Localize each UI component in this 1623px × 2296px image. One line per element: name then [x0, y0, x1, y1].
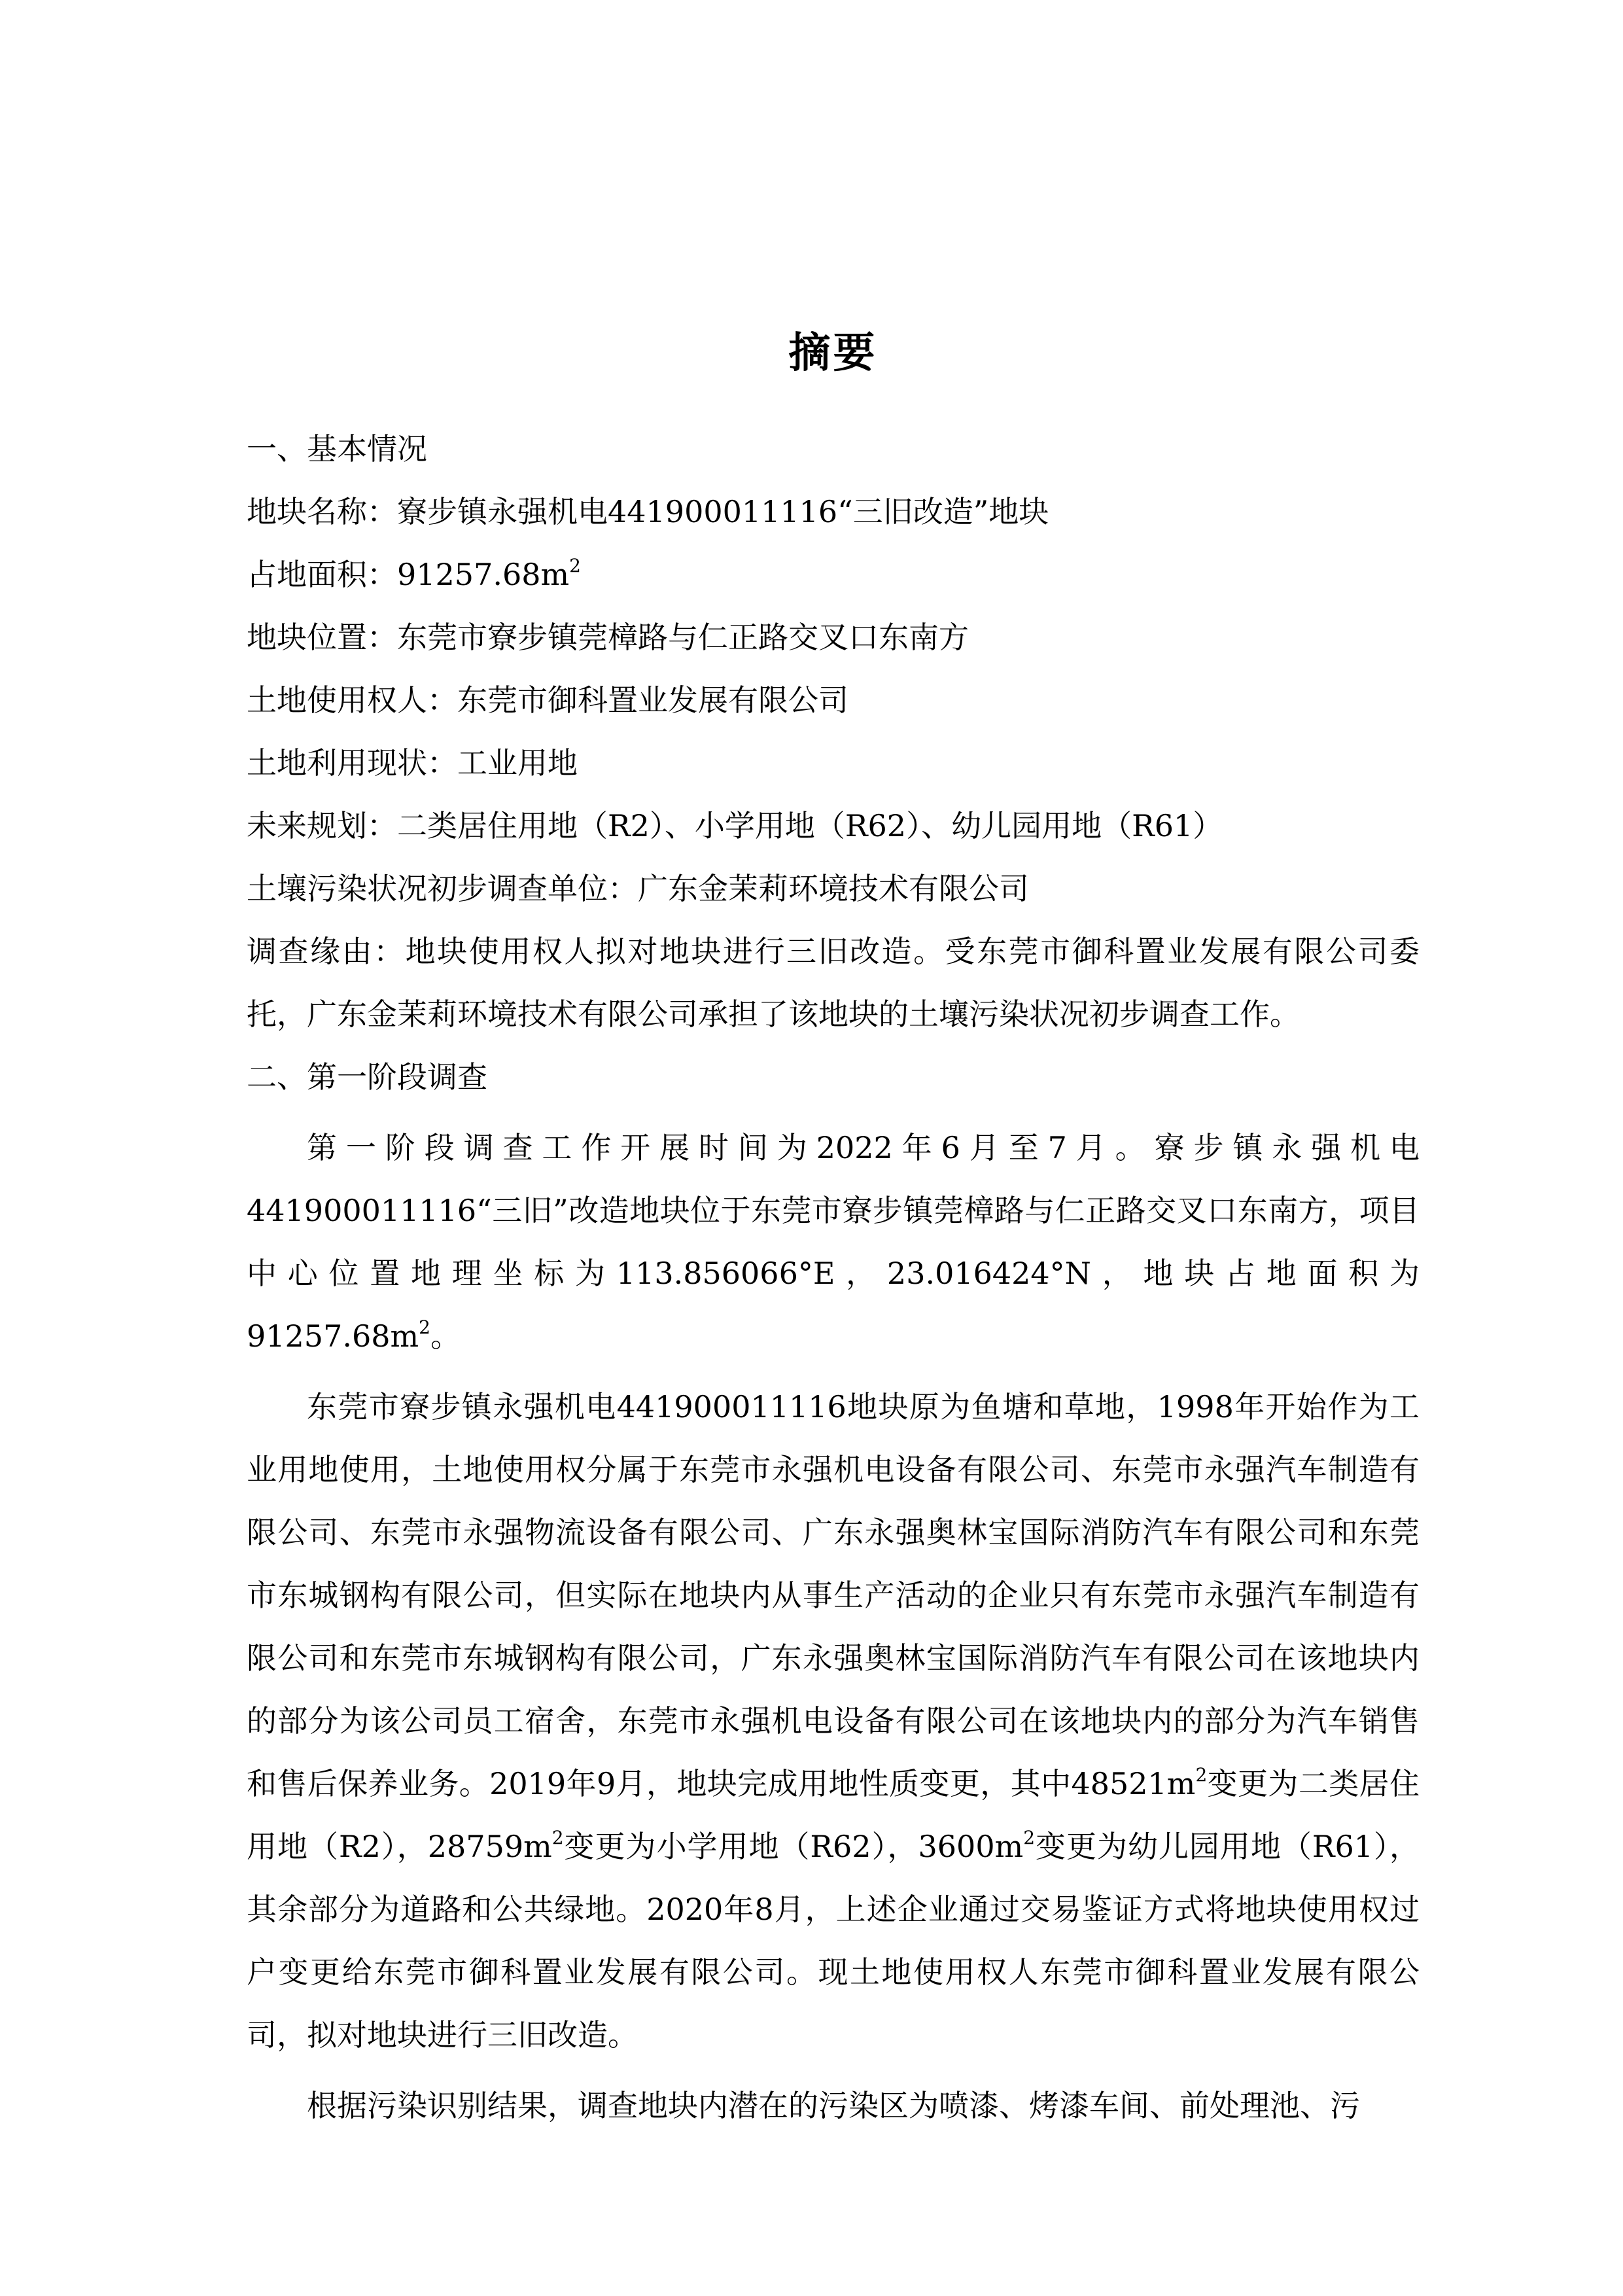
document-page	[247, 321, 1420, 2137]
p2-superscript-3: 2	[1023, 1826, 1036, 1848]
investigator-line: 土壤污染状况初步调查单位：广东金茉莉环境技术有限公司	[247, 871, 1029, 906]
land-status-line: 土地利用现状：工业用地	[247, 745, 578, 781]
p1-text-b: 。	[430, 1318, 461, 1354]
section-heading-basic-info: 一、基本情况	[247, 431, 427, 467]
reason-paragraph: 调查缘由：地块使用权人拟对地块进行三旧改造。受东莞市御科置业发展有限公司委托，广东金茉莉环境技术有限公司承担了该地块的土壤污染状况初步调查工作。	[247, 934, 1420, 1032]
p2-text-c: 变更为小学用地（R62），3600m	[563, 1829, 1024, 1864]
p2-text-d: 变更为幼儿园用地（R61），其余部分为道路和公共绿地。2020年8月，上述企业通过交易鉴证方式将地块使用权过户变更给东莞市御科置业发展有限公司。现土地使用权人东莞市御科置业发展有限公司，拟对地块进行三旧改造。	[247, 1829, 1420, 2053]
p1-text-a: 第一阶段调查工作开展时间为2022年6月至7月。寮步镇永强机电441900011116“三旧”改造地块位于东莞市寮步镇莞樟路与仁正路交叉口东南方，项目中心位置地理坐标为113.856066°E，23.016424°N，地块占地面积为91257.68m	[247, 1130, 1420, 1354]
phase-one-paragraph-1	[247, 1116, 1420, 1368]
plot-name-line: 地块名称：寮步镇永强机电441900011116“三旧改造”地块	[247, 494, 1049, 529]
p2-text-a: 东莞市寮步镇永强机电441900011116地块原为鱼塘和草地，1998年开始作为工业用地使用，土地使用权分属于东莞市永强机电设备有限公司、东莞市永强汽车制造有限公司、东莞市永强物流设备有限公司、广东永强奥林宝国际消防汽车有限公司和东莞市东城钢构有限公司，但实际在地块内从事生产活动的企业只有东莞市永强汽车制造有限公司和东莞市东城钢构有限公司，广东永强奥林宝国际消防汽车有限公司在该地块内的部分为该公司员工宿舍，东莞市永强机电设备有限公司在该地块内的部分为汽车销售和售后保养业务。2019年9月，地块完成用地性质变更，其中48521m	[247, 1389, 1420, 1801]
area-line	[247, 543, 1420, 606]
owner-line: 土地使用权人：东莞市御科置业发展有限公司	[247, 682, 848, 718]
area-text: 占地面积：91257.68m	[247, 557, 570, 592]
phase-one-paragraph-3: 根据污染识别结果，调查地块内潜在的污染区为喷漆、烤漆车间、前处理池、污	[307, 2088, 1360, 2123]
section-heading-phase-one: 二、第一阶段调查	[247, 1059, 487, 1095]
page-title: 摘要	[788, 329, 878, 378]
p1-superscript: 2	[419, 1316, 430, 1338]
p2-superscript-2: 2	[551, 1826, 564, 1848]
location-line: 地块位置：东莞市寮步镇莞樟路与仁正路交叉口东南方	[247, 620, 969, 655]
phase-one-paragraph-2	[247, 1375, 1420, 2066]
p2-text-b: 变更为二类居住用地（R2），28759m	[247, 1766, 1420, 1864]
area-superscript: 2	[569, 554, 581, 576]
p2-superscript-1: 2	[1195, 1763, 1208, 1786]
future-plan-line: 未来规划：二类居住用地（R2）、小学用地（R62）、幼儿园用地（R61）	[247, 808, 1223, 843]
